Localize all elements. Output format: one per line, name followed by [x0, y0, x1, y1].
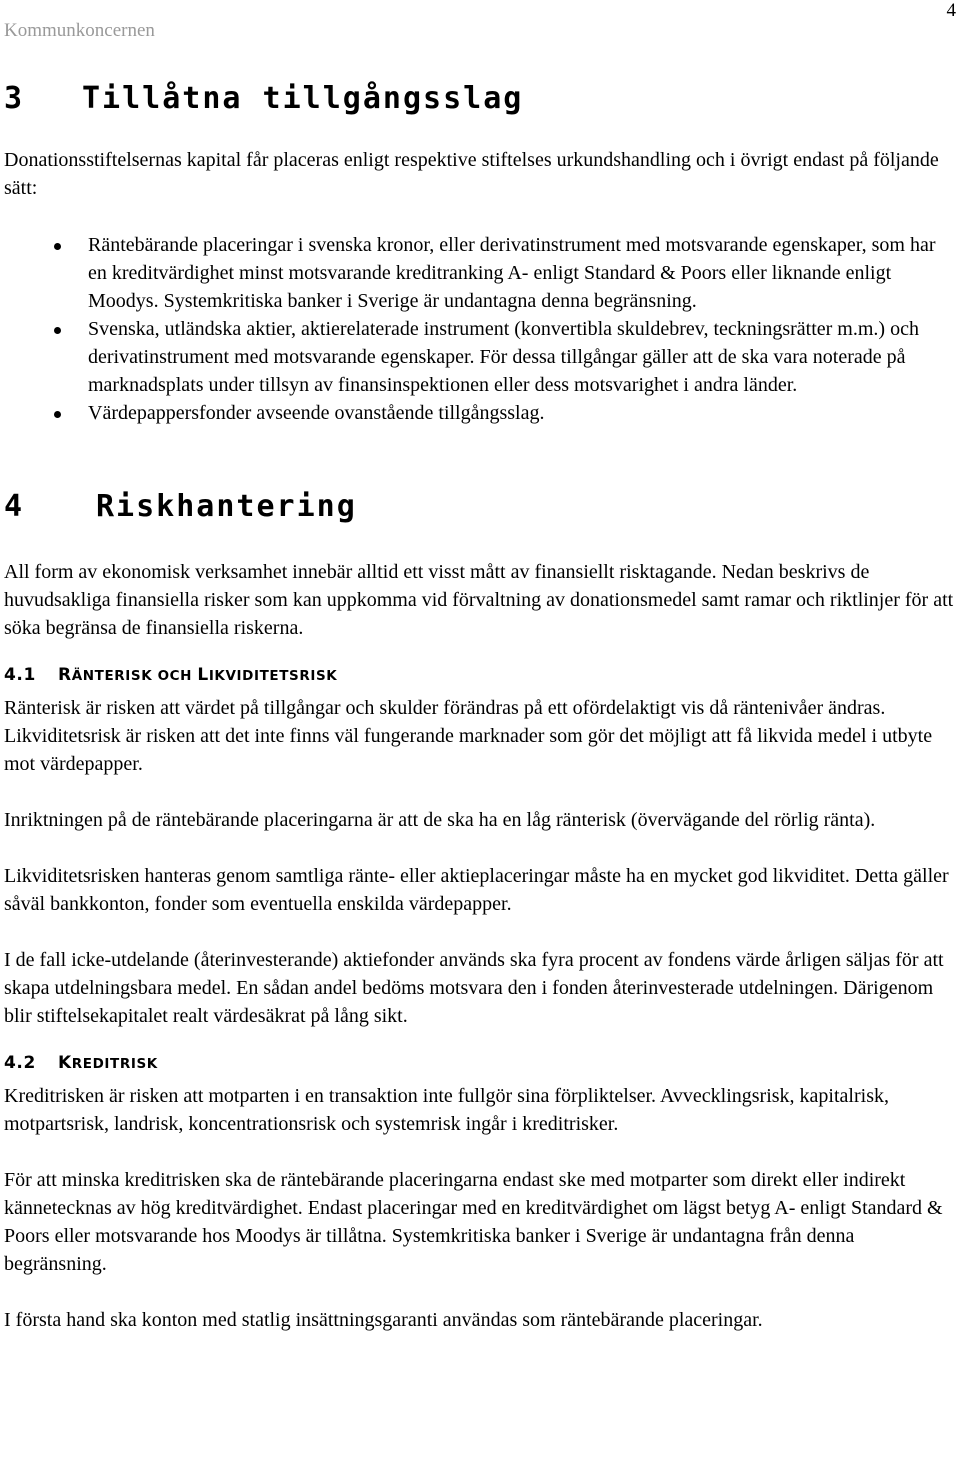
page-number: 4	[946, 0, 956, 21]
bullet-icon	[54, 327, 61, 334]
subsection-4-2-heading: 4.2 KREDITRISK	[4, 1053, 158, 1073]
page-content	[4, 82, 954, 1334]
section-3-heading	[4, 82, 954, 116]
subsection-number: 4.2	[4, 1053, 36, 1073]
subsection-4-1-heading: 4.1 RÄNTERISK OCH LIKVIDITETSRISK	[4, 665, 338, 685]
list-item: Svenska, utländska aktier, aktierelaterade instrument (konvertibla skuldebrev, teckningsrätter m.m.) och derivatinstrument med motsvarande egenskaper. För dessa tillgångar gäller att de ska vara noterade på marknadsplats under tillsyn av finansinspektionen eller dess motsvarighet i andra länder.	[4, 315, 954, 399]
section-title: Riskhantering	[96, 489, 357, 524]
paragraph: För att minska kreditrisken ska de räntebärande placeringarna endast ske med motparter som direkt eller indirekt kännetecknas av hög kreditvärdighet. Endast placeringar med en kreditvärdighet om lägst betyg A- enligt Standard & Poors eller motsvarande hos Moodys är tillåtna. Systemkritiska banker i Sverige är undantagna från denna begränsning.	[4, 1169, 943, 1275]
section-3-intro: Donationsstiftelsernas kapital får placeras enligt respektive stiftelses urkundshandling och i övrigt endast på följande sätt:	[4, 149, 939, 199]
paragraph: Inriktningen på de räntebärande placeringarna är att de ska ha en låg ränterisk (övervägande del rörlig ränta).	[4, 809, 876, 831]
subsection-number: 4.1	[4, 665, 36, 685]
paragraph: Ränterisk är risken att värdet på tillgångar och skulder förändras på ett ofördelaktigt vis då räntenivåer ändras. Likviditetsrisk är risken att det inte finns väl fungerande marknader som gör det möjligt att få likvida medel i utbyte mot värdepapper.	[4, 697, 933, 775]
section-number: 3	[4, 81, 25, 116]
asset-class-list	[4, 231, 954, 427]
section-title: Tillåtna tillgångsslag	[82, 81, 524, 116]
section-4-intro: All form av ekonomisk verksamhet innebär alltid ett visst mått av finansiellt risktagande. Nedan beskrivs de huvudsakliga finansiella risker som kan uppkomma vid förvaltning av donationsmedel samt ramar och riktlinjer för att söka begränsa de finansiella riskerna.	[4, 561, 954, 639]
paragraph: I de fall icke-utdelande (återinvesterande) aktiefonder används ska fyra procent av fondens värde årligen säljas för att skapa utdelningsbara medel. En sådan andel bedöms motsvara den i fonden återinvesterade utdelningen. Därigenom blir stiftelsekapitalet realt värdesäkrat på lång sikt.	[4, 949, 944, 1027]
list-item: Räntebärande placeringar i svenska kronor, eller derivatinstrument med motsvarande egenskaper, som har en kreditvärdighet minst motsvarande kreditranking A- enligt Standard & Poors eller liknande enligt Moodys. Systemkritiska banker i Sverige är undantagna denna begränsning.	[4, 231, 954, 315]
paragraph: I första hand ska konton med statlig insättningsgaranti användas som räntebärande placeringar.	[4, 1309, 763, 1331]
bullet-icon	[54, 243, 61, 250]
list-item: Värdepappersfonder avseende ovanstående tillgångsslag.	[4, 399, 954, 427]
paragraph: Kreditrisken är risken att motparten i en transaktion inte fullgör sina förpliktelser. Avvecklingsrisk, kapitalrisk, motpartsrisk, landrisk, koncentrationsrisk och systemrisk ingår i kreditrisker.	[4, 1085, 889, 1135]
running-header: Kommunkoncernen	[4, 20, 155, 41]
section-number: 4	[4, 489, 25, 524]
section-4-heading	[4, 490, 954, 524]
bullet-icon	[54, 411, 61, 418]
paragraph: Likviditetsrisken hanteras genom samtliga ränte- eller aktieplaceringar måste ha en mycket god likviditet. Detta gäller såväl bankkonton, fonder som eventuella enskilda värdepapper.	[4, 865, 949, 915]
